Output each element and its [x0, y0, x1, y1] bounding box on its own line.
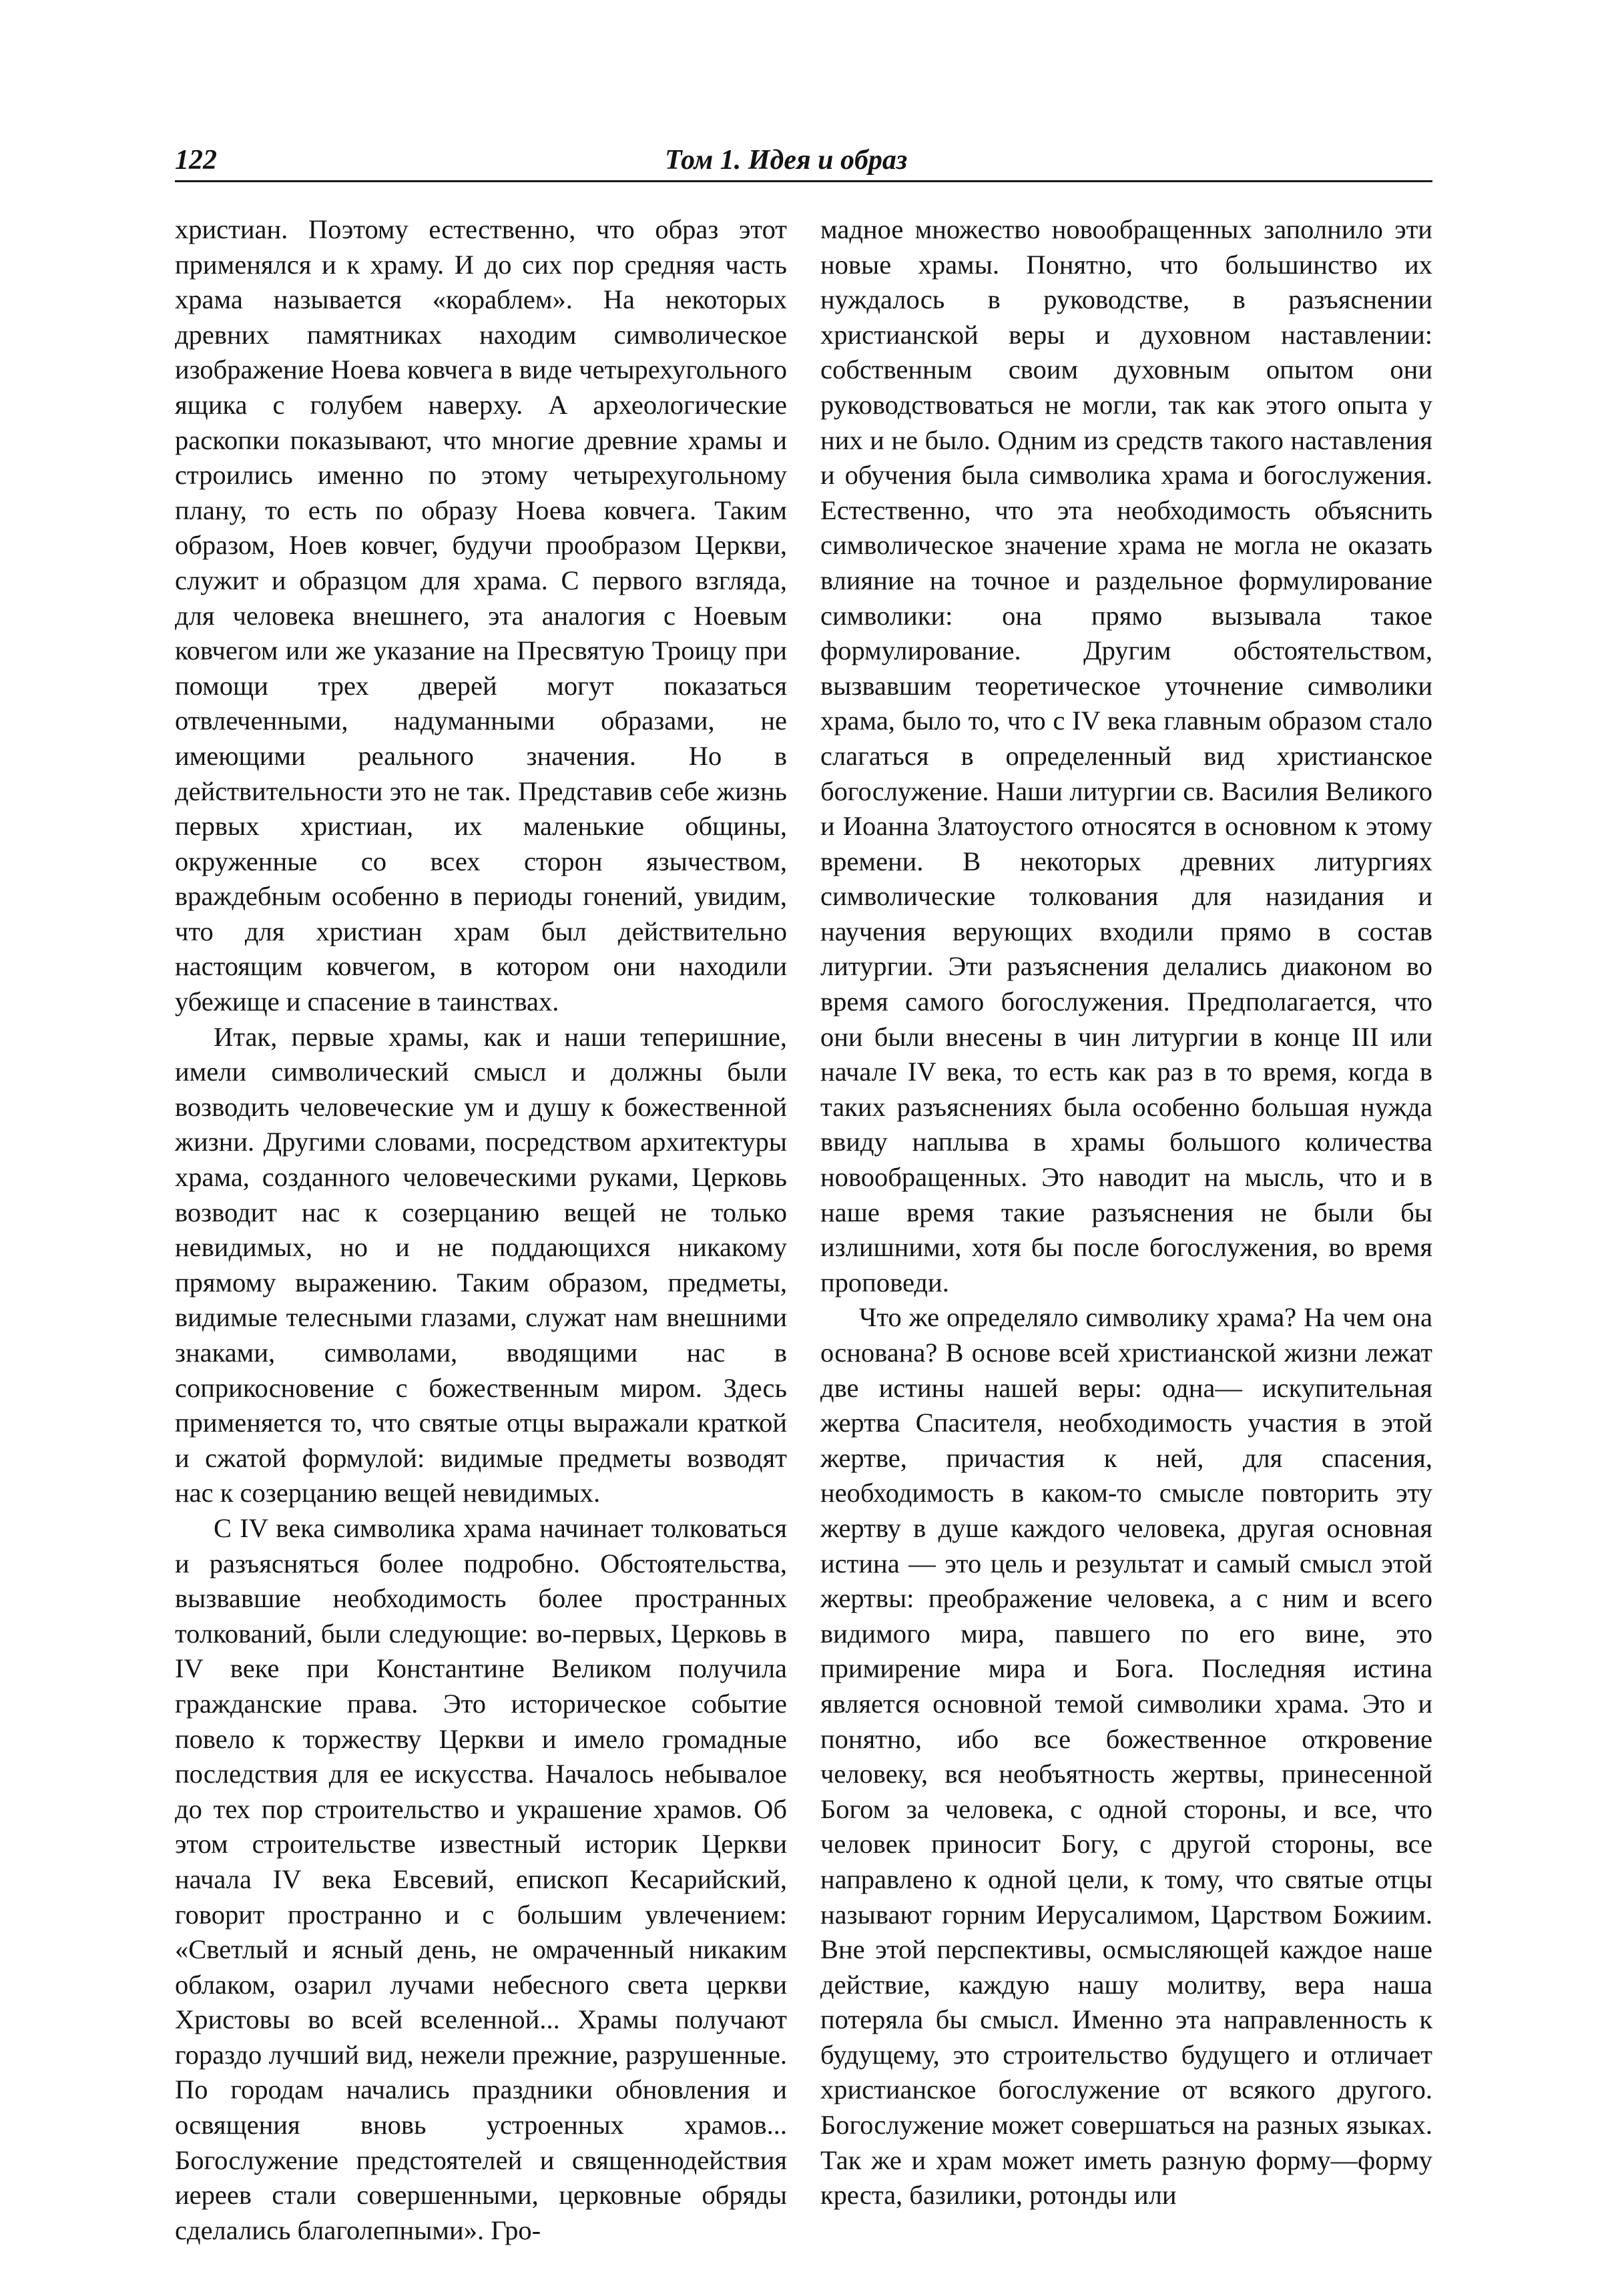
paragraph: С IV века символика храма начинает толковаться и разъясняться более подробно. Обстоятельства, вызвавшие необходимость более пространных толкований, были следующие: во-первых, Церковь в IV веке при Константине Великом получила гражданские права. Это историческое событие повело к торжеству Церкви и имело громадные последствия для ее искусства. Началось небывалое до тех пор строительство и украшение храмов. Об этом строительстве известный историк Церкви начала IV века Евсевий, епископ Кесарийский, говорит пространно и с большим увлечением: «Светлый и ясный день, не омраченный никаким облаком, озарил лучами небесного света церкви Христовы во всей вселенной... Храмы получают гораздо лучший вид, нежели прежние, разрушенные. По городам начались праздники обновления и освящения вновь устроенных храмов... Богослужение предстоятелей и священнодействия иереев стали совершенными, церковные обряды сделались благолепными». Гро-	[175, 1512, 787, 2245]
paragraph: христиан. Поэтому естественно, что образ этот применялся и к храму. И до сих пор средняя часть храма называется «кораблем». На некоторых древних памятниках находим символическое изображение Ноева ковчега в виде четырехугольного ящика с голубем наверху. А археологические раскопки показывают, что многие древние храмы и строились именно по этому четырехугольному плану, то есть по образу Ноева ковчега. Таким образом, Ноев ковчег, будучи прообразом Церкви, служит и образцом для храма. С первого взгляда, для человека внешнего, эта аналогия с Ноевым ковчегом или же указание на Пресвятую Троицу при помощи трех дверей могут показаться отвлеченными, надуманными образами, не имеющими реального значения. Но в действительности это не так. Представив себе жизнь первых христиан, их маленькие общины, окруженные со всех сторон язычеством, враждебным особенно в периоды гонений, увидим, что для христиан храм был действительно настоящим ковчегом, в котором они находили убежище и спасение в таинствах.	[175, 214, 787, 1017]
right-text-column	[820, 212, 1432, 2213]
running-header	[175, 133, 1432, 182]
paragraph: Итак, первые храмы, как и наши теперишние, имели символический смысл и должны были возводить человеческие ум и душу к божественной жизни. Другими словами, посредством архитектуры храма, созданного человеческими руками, Церковь возводит нас к созерцанию вещей не только невидимых, но и не поддающихся никакому прямому выражению. Таким образом, предметы, видимые телесными глазами, служат нам внешними знаками, символами, вводящими нас в соприкосновение с божественным миром. Здесь применяется то, что святые отцы выражали краткой и сжатой формулой: видимые предметы возводят нас к созерцанию вещей невидимых.	[175, 1021, 787, 1508]
running-title: Том 1. Идея и образ	[665, 145, 908, 176]
paragraph: мадное множество новообращенных заполнило эти новые храмы. Понятно, что большинство их нуждалось в руководстве, в разъяснении христианской веры и духовном наставлении: собственным своим духовным опытом они руководствоваться не могли, так как этого опыта у них и не было. Одним из средств такого наставления и обучения была символика храма и богослужения. Естественно, что эта необходимость объяснить символическое значение храма не могла не оказать влияние на точное и раздельное формулирование символики: она прямо вызывала такое формулирование. Другим обстоятельством, вызвавшим теоретическое уточнение символики храма, было то, что с IV века главным образом стало слагаться в определенный вид христианское богослужение. Наши литургии св. Василия Великого и Иоанна Златоустого относятся в основном к этому времени. В некоторых древних литургиях символические толкования для назидания и научения верующих входили прямо в состав литургии. Эти разъяснения делались диаконом во время самого богослужения. Предполагается, что они были внесены в чин литургии в конце III или начале IV века, то есть как раз в то время, когда в таких разъяснениях была особенно большая нужда ввиду наплыва в храмы большого количества новообращенных. Это наводит на мысль, что и в наше время такие разъяснения не были бы излишними, хотя бы после богослужения, во время проповеди.	[820, 214, 1432, 1298]
paragraph: Что же определяло символику храма? На чем она основана? В основе всей христианской жизни лежат две истины нашей веры: одна— искупительная жертва Спасителя, необходимость участия в этой жертве, причастия к ней, для спасения, необходимость в каком-то смысле повторить эту жертву в душе каждого человека, другая основная истина — это цель и результат и самый смысл этой жертвы: преображение человека, а с ним и всего видимого мира, павшего по его вине, это примирение мира и Бога. Последняя истина является основной темой символики храма. Это и понятно, ибо все божественное откровение человеку, вся необъятность жертвы, принесенной Богом за человека, с одной стороны, и все, что человек приносит Богу, с другой стороны, все направлено к одной цели, к тому, что святые отцы называют горним Иерусалимом, Царством Божиим. Вне этой перспективы, осмысляющей каждое наше действие, каждую нашу молитву, вера наша потеряла бы смысл. Именно эта направленность к будущему, это строительство будущего и отличает христианское богослужение от всякого другого. Богослужение может совершаться на разных языках. Так же и храм может иметь разную форму—форму креста, базилики, ротонды или	[820, 1302, 1432, 2211]
page-number: 122	[175, 145, 217, 176]
left-text-column	[175, 212, 787, 2248]
